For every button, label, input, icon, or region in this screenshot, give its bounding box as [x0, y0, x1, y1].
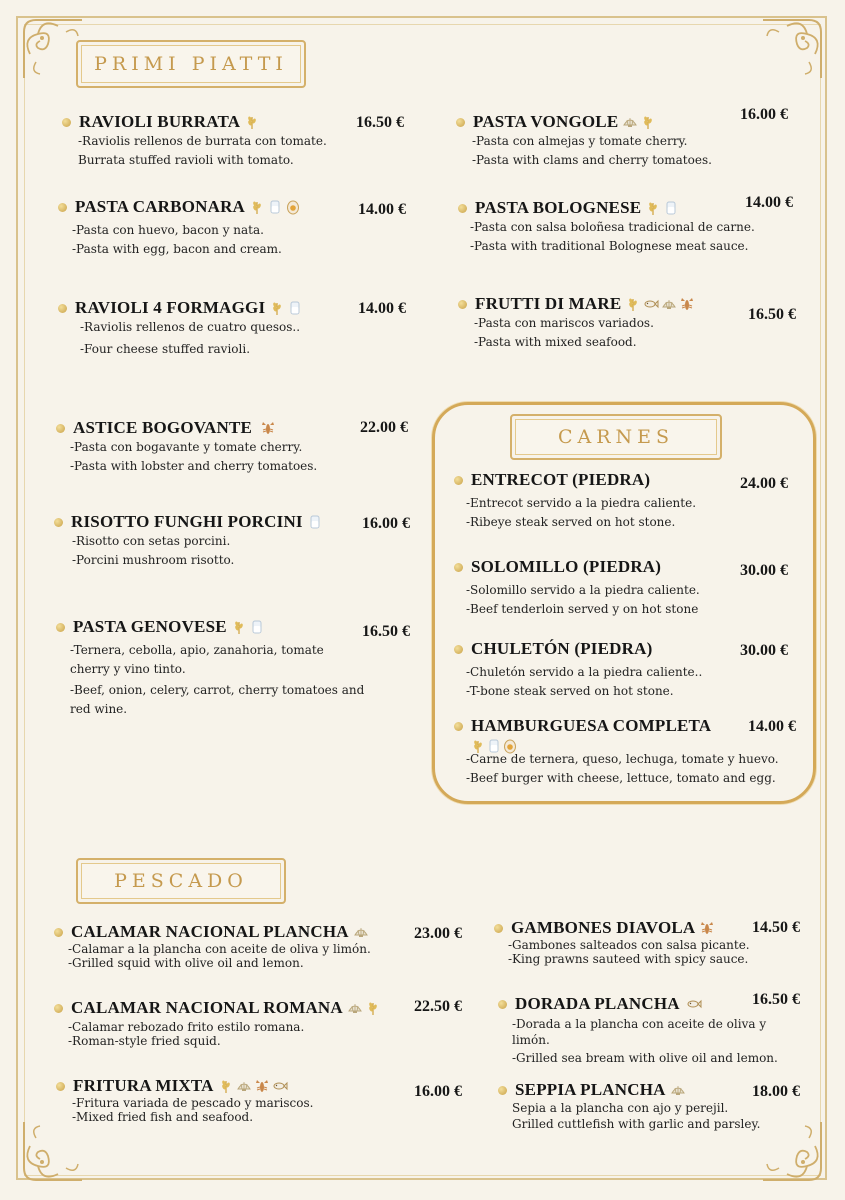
- item-description-es: -Pasta con bogavante y tomate cherry.: [70, 440, 303, 454]
- milk-icon: [267, 199, 283, 215]
- lobster-icon: [679, 296, 695, 312]
- item-price: 16.00 €: [740, 106, 788, 123]
- item-description-en: -Four cheese stuffed ravioli.: [80, 342, 251, 356]
- wheat-icon: [249, 199, 265, 215]
- item-price: 14.00 €: [748, 718, 796, 735]
- item-price: 24.00 €: [740, 475, 788, 492]
- section-title-primi-piatti: PRIMI PIATTI: [76, 40, 306, 88]
- fish-icon: [272, 1078, 288, 1094]
- item-price: 16.50 €: [752, 991, 800, 1008]
- corner-ornament-icon: [18, 1116, 88, 1186]
- menu-item-ravioli-burrata: [62, 112, 327, 170]
- item-description-es: Sepia a la plancha con ajo y perejil.: [512, 1101, 729, 1115]
- menu-item-astice-bogovante: [56, 418, 317, 476]
- item-description-en: -Pasta with clams and cherry tomatoes.: [472, 153, 712, 167]
- item-description-es: -Pasta con mariscos variados.: [474, 316, 654, 330]
- milk-icon: [249, 619, 265, 635]
- item-price: 22.50 €: [414, 998, 462, 1015]
- item-name: SEPPIA PLANCHA: [515, 1080, 666, 1099]
- item-description-es: -Calamar a la plancha con aceite de oliva y limón.: [68, 942, 371, 956]
- menu-item-pasta-carbonara: [58, 197, 301, 259]
- item-description-en: -Pasta with mixed seafood.: [474, 335, 637, 349]
- menu-item-risotto-funghi-porcini: [54, 512, 323, 570]
- item-description-es: -Pasta con huevo, bacon y nata.: [72, 223, 264, 237]
- fish-icon: [686, 996, 702, 1012]
- bullet-dot: [58, 304, 67, 313]
- item-price: 14.00 €: [358, 201, 406, 218]
- bullet-dot: [498, 1000, 507, 1009]
- wheat-icon: [625, 296, 641, 312]
- bullet-dot: [54, 928, 63, 937]
- bullet-dot: [458, 300, 467, 309]
- bullet-dot: [494, 924, 503, 933]
- item-price: 14.00 €: [745, 194, 793, 211]
- milk-icon: [663, 200, 679, 216]
- fish-icon: [643, 296, 659, 312]
- item-name: PASTA BOLOGNESE: [475, 198, 642, 217]
- bullet-dot: [454, 645, 463, 654]
- bullet-dot: [456, 118, 465, 127]
- clam-icon: [670, 1082, 686, 1098]
- wheat-icon: [365, 1000, 381, 1016]
- item-name: PASTA GENOVESE: [73, 617, 227, 636]
- item-name: SOLOMILLO (PIEDRA): [471, 557, 662, 576]
- item-name: RAVIOLI BURRATA: [79, 112, 241, 131]
- bullet-dot: [498, 1086, 507, 1095]
- item-price: 14.00 €: [358, 300, 406, 317]
- menu-item-fritura-mixta: [56, 1076, 313, 1124]
- corner-ornament-icon: [757, 14, 827, 84]
- menu-item-dorada-plancha: [498, 994, 782, 1066]
- item-description-es: -Raviolis rellenos de burrata con tomate.: [78, 134, 327, 148]
- item-description-es: -Gambones salteados con salsa picante.: [508, 938, 750, 952]
- item-description-es: -Ternera, cebolla, apio, zanahoria, tomate cherry y vino tinto.: [70, 643, 324, 676]
- item-description-es: -Solomillo servido a la piedra caliente.: [466, 583, 700, 597]
- milk-icon: [287, 300, 303, 316]
- menu-item-solomillo: [454, 557, 700, 619]
- item-name: RISOTTO FUNGHI PORCINI: [71, 512, 303, 531]
- item-price: 18.00 €: [752, 1083, 800, 1100]
- item-name: ENTRECOT (PIEDRA): [471, 470, 651, 489]
- item-description-en: -Pasta with lobster and cherry tomatoes.: [70, 459, 318, 473]
- clam-icon: [353, 924, 369, 940]
- menu-item-ravioli-4-formaggi: [58, 298, 303, 359]
- item-name: HAMBURGUESA COMPLETA: [471, 716, 712, 735]
- item-description-en: -Grilled squid with olive oil and lemon.: [68, 956, 304, 970]
- item-price: 16.50 €: [748, 306, 796, 323]
- menu-item-gambones-diavola: [494, 918, 750, 966]
- clam-icon: [622, 114, 638, 130]
- lobster-icon: [254, 1078, 270, 1094]
- wheat-icon: [645, 200, 661, 216]
- bullet-dot: [454, 476, 463, 485]
- item-description-es: -Pasta con salsa boloñesa tradicional de carne.: [470, 220, 755, 234]
- bullet-dot: [56, 1082, 65, 1091]
- item-description-en: Burrata stuffed ravioli with tomato.: [78, 153, 294, 167]
- item-price: 30.00 €: [740, 562, 788, 579]
- item-description-en: -Beef, onion, celery, carrot, cherry tomatoes and red wine.: [70, 683, 365, 716]
- wheat-icon: [218, 1078, 234, 1094]
- item-description-en: -Mixed fried fish and seafood.: [72, 1110, 254, 1124]
- item-name: DORADA PLANCHA: [515, 994, 680, 1013]
- item-name: FRITURA MIXTA: [73, 1076, 214, 1095]
- item-price: 22.00 €: [360, 419, 408, 436]
- section-title-carnes: CARNES: [510, 414, 722, 460]
- menu-item-seppia-plancha: [498, 1080, 760, 1132]
- item-name: PASTA VONGOLE: [473, 112, 619, 131]
- wheat-icon: [640, 114, 656, 130]
- item-price: 16.50 €: [362, 623, 410, 640]
- item-description-es: -Chuletón servido a la piedra caliente..: [466, 665, 703, 679]
- wheat-icon: [269, 300, 285, 316]
- menu-item-pasta-genovese: [56, 617, 388, 719]
- bullet-dot: [56, 623, 65, 632]
- bullet-dot: [56, 424, 65, 433]
- item-name: PASTA CARBONARA: [75, 197, 246, 216]
- item-description-es: -Risotto con setas porcini.: [72, 534, 231, 548]
- corner-ornament-icon: [757, 1116, 827, 1186]
- item-name: FRUTTI DI MARE: [475, 294, 622, 313]
- item-name: CALAMAR NACIONAL ROMANA: [71, 998, 343, 1017]
- menu-item-calamar-nacional-romana: [54, 998, 381, 1048]
- item-description-es: -Pasta con almejas y tomate cherry.: [472, 134, 688, 148]
- menu-item-pasta-bolognese: [458, 198, 755, 256]
- menu-item-calamar-nacional-plancha: [54, 922, 371, 970]
- item-description-es: -Fritura variada de pescado y mariscos.: [72, 1096, 314, 1110]
- item-description-en: Grilled cuttlefish with garlic and parsley.: [512, 1117, 761, 1131]
- bullet-dot: [54, 518, 63, 527]
- item-description-es: -Calamar rebozado frito estilo romana.: [68, 1020, 305, 1034]
- item-price: 23.00 €: [414, 925, 462, 942]
- item-description-es: -Entrecot servido a la piedra caliente.: [466, 496, 697, 510]
- wheat-icon: [231, 619, 247, 635]
- menu-item-chuleton: [454, 639, 702, 701]
- item-price: 14.50 €: [752, 919, 800, 936]
- item-description-es: -Dorada a la plancha con aceite de oliva y limón.: [512, 1017, 767, 1047]
- item-description-en: -Roman-style fried squid.: [68, 1034, 221, 1048]
- lobster-icon: [260, 420, 276, 436]
- item-name: CHULETÓN (PIEDRA): [471, 639, 653, 658]
- item-description-en: -T-bone steak served on hot stone.: [466, 684, 674, 698]
- bullet-dot: [58, 203, 67, 212]
- bullet-dot: [458, 204, 467, 213]
- item-price: 16.00 €: [414, 1083, 462, 1100]
- item-name: RAVIOLI 4 FORMAGGI: [75, 298, 266, 317]
- clam-icon: [236, 1078, 252, 1094]
- item-price: 30.00 €: [740, 642, 788, 659]
- wheat-icon: [244, 114, 260, 130]
- milk-icon: [307, 514, 323, 530]
- lobster-icon: [699, 920, 715, 936]
- item-description-en: -Ribeye steak served on hot stone.: [466, 515, 676, 529]
- bullet-dot: [454, 563, 463, 572]
- clam-icon: [661, 296, 677, 312]
- section-title-pescado: PESCADO: [76, 858, 286, 904]
- item-name: ASTICE BOGOVANTE: [73, 418, 253, 437]
- item-description-en: -King prawns sauteed with spicy sauce.: [508, 952, 749, 966]
- item-description-en: -Beef tenderloin served y on hot stone: [466, 602, 699, 616]
- item-description-en: -Pasta with traditional Bolognese meat sauce.: [470, 239, 749, 253]
- item-description-en: -Grilled sea bream with olive oil and lemon.: [512, 1051, 778, 1065]
- clam-icon: [347, 1000, 363, 1016]
- bullet-dot: [54, 1004, 63, 1013]
- bullet-dot: [62, 118, 71, 127]
- menu-item-pasta-vongole: [456, 112, 712, 170]
- item-name: CALAMAR NACIONAL PLANCHA: [71, 922, 349, 941]
- menu-item-hamburguesa-completa: [454, 716, 779, 788]
- item-description-en: -Beef burger with cheese, lettuce, tomato and egg.: [466, 771, 776, 785]
- item-name: GAMBONES DIAVOLA: [511, 918, 696, 937]
- bullet-dot: [454, 722, 463, 731]
- item-description-es: -Raviolis rellenos de cuatro quesos..: [80, 320, 301, 334]
- item-description-en: -Porcini mushroom risotto.: [72, 553, 235, 567]
- item-description-es: -Carne de ternera, queso, lechuga, tomate y huevo.: [466, 752, 779, 766]
- item-price: 16.50 €: [356, 114, 404, 131]
- item-description-en: -Pasta with egg, bacon and cream.: [72, 242, 282, 256]
- menu-item-frutti-di-mare: [458, 294, 695, 352]
- item-price: 16.00 €: [362, 515, 410, 532]
- egg-icon: [285, 199, 301, 215]
- menu-item-entrecot: [454, 470, 696, 532]
